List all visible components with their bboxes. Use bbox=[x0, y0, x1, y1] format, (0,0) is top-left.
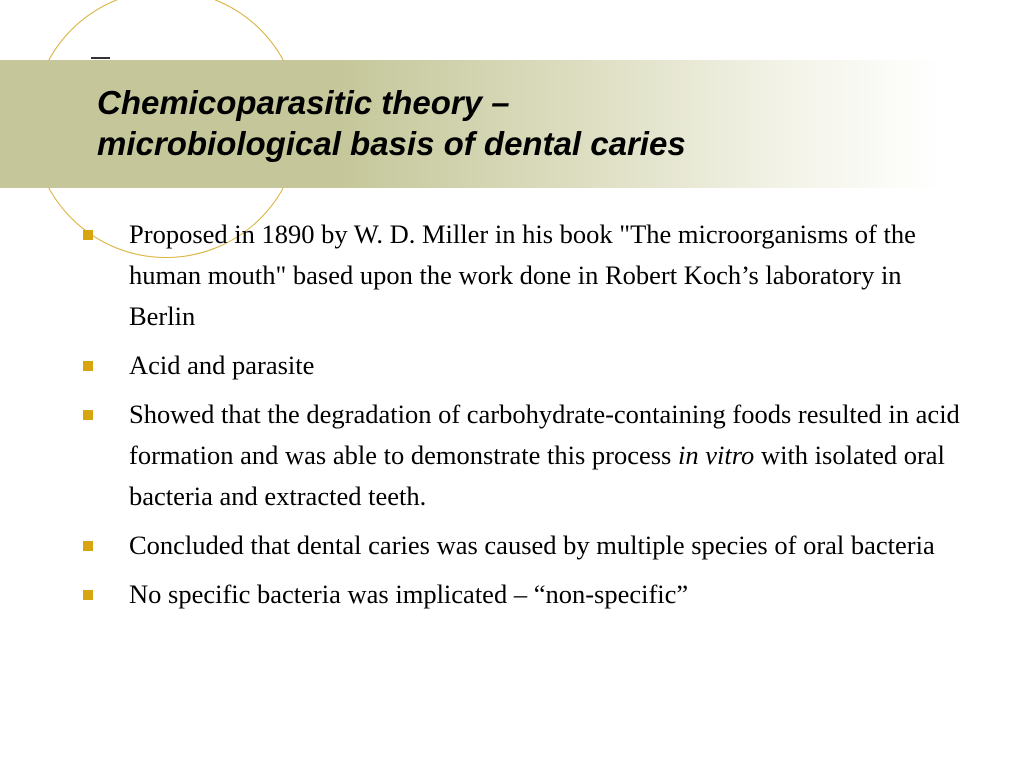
bullet-item-multiple-species bbox=[0, 525, 1024, 566]
bullet-item-non-specific bbox=[0, 574, 1024, 615]
square-bullet-icon bbox=[83, 410, 93, 420]
bullet-text: Proposed in 1890 by W. D. Miller in his book "The microorganisms of the human mouth" based upon the work done in Robert Koch’s laboratory in Berlin bbox=[129, 219, 916, 331]
bullet-text bbox=[129, 399, 960, 511]
bullet-item-acid-parasite bbox=[0, 345, 1024, 386]
square-bullet-icon bbox=[83, 230, 93, 240]
bullet-text-italic: in vitro bbox=[678, 440, 755, 470]
square-bullet-icon bbox=[83, 590, 93, 600]
bullet-text-before: Showed that the degradation of carbohydrate-containing foods resulted in acid formation and was able to demonstrate this process bbox=[129, 399, 960, 470]
square-bullet-icon bbox=[83, 361, 93, 371]
bullet-text-after: with isolated oral bacteria and extracted teeth. bbox=[129, 440, 945, 511]
slide-title bbox=[97, 82, 977, 164]
decorative-dash bbox=[91, 57, 110, 59]
bullet-text: Acid and parasite bbox=[129, 350, 315, 380]
square-bullet-icon bbox=[83, 541, 93, 551]
slide-title-line-2: microbiological basis of dental caries bbox=[97, 125, 686, 162]
bullet-text: No specific bacteria was implicated – “non-specific” bbox=[129, 579, 689, 609]
bullet-item-miller-1890 bbox=[0, 214, 1024, 337]
slide-title-line-1: Chemicoparasitic theory – bbox=[97, 84, 510, 121]
bullet-item-acid-formation bbox=[0, 394, 1024, 517]
bullet-list bbox=[0, 214, 1024, 623]
bullet-text: Concluded that dental caries was caused by multiple species of oral bacteria bbox=[129, 530, 935, 560]
